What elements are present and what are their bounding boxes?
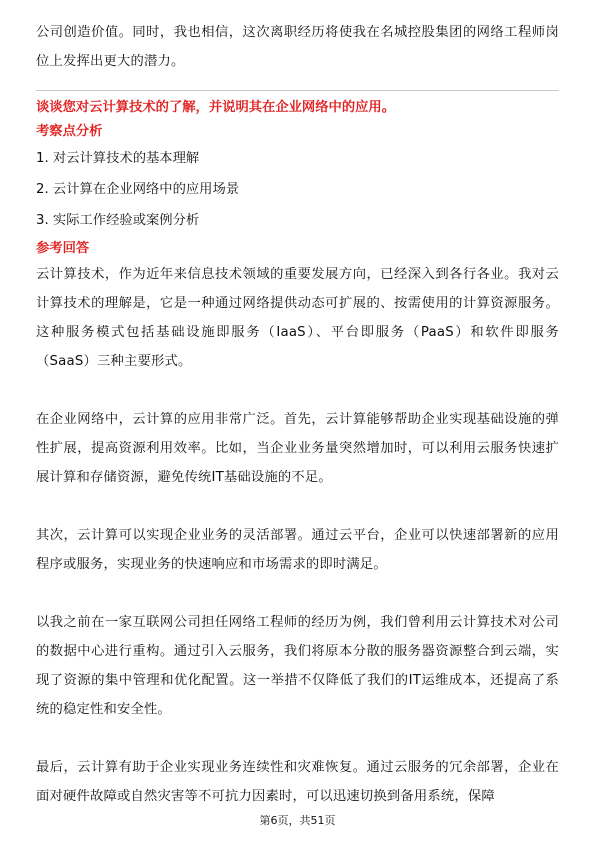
answer-paragraph-2: 在企业网络中，云计算的应用非常广泛。首先，云计算能够帮助企业实现基础设施的弹性扩展，提高资源利用效率。比如，当企业业务量突然增加时，可以利用云服务快速扩展计算和存储资源，避免传统IT基础设施的不足。 <box>36 412 559 485</box>
answer-paragraph-4: 以我之前在一家互联网公司担任网络工程师的经历为例，我们曾利用云计算技术对公司的数据中心进行重构。通过引入云服务，我们将原本分散的服务器资源整合到云端，实现了资源的集中管理和优化配置。这一举措不仅降低了我们的IT运维成本，还提高了系统的稳定性和安全性。 <box>36 615 559 717</box>
question-heading: 谈谈您对云计算技术的了解，并说明其在企业网络中的应用。 <box>36 100 396 115</box>
answer-title: 参考回答 <box>36 241 90 256</box>
paragraph-gap <box>36 492 559 521</box>
answer-paragraph-5: 最后，云计算有助于企业实现业务连续性和灾难恢复。通过云服务的冗余部署，企业在面对硬件故障或自然灾害等不可抗力因素时，可以迅速切换到备用系统，保障 <box>36 760 559 804</box>
analysis-item: 1. 对云计算技术的基本理解 <box>36 151 200 166</box>
paragraph-gap <box>36 376 559 405</box>
section-divider <box>36 90 559 91</box>
analysis-title: 考察点分析 <box>36 124 103 139</box>
analysis-item: 3. 实际工作经验或案例分析 <box>36 213 200 228</box>
document-page <box>36 0 559 811</box>
intro-paragraph: 公司创造价值。同时，我也相信，这次离职经历将使我在名城控股集团的网络工程师岗位上发挥出更大的潜力。 <box>36 25 559 69</box>
paragraph-gap <box>36 724 559 753</box>
analysis-item: 2. 云计算在企业网络中的应用场景 <box>36 182 240 197</box>
answer-paragraph-1: 云计算技术，作为近年来信息技术领域的重要发展方向，已经深入到各行各业。我对云计算技术的理解是，它是一种通过网络提供动态可扩展的、按需使用的计算资源服务。这种服务模式包括基础设施即服务（IaaS）、平台即服务（PaaS）和软件即服务（SaaS）三种主要形式。 <box>36 267 559 369</box>
answer-paragraph-3: 其次，云计算可以实现企业业务的灵活部署。通过云平台，企业可以快速部署新的应用程序或服务，实现业务的快速响应和市场需求的即时满足。 <box>36 528 559 572</box>
page-footer: 第6页，共51页 <box>259 814 336 827</box>
paragraph-gap <box>36 579 559 608</box>
